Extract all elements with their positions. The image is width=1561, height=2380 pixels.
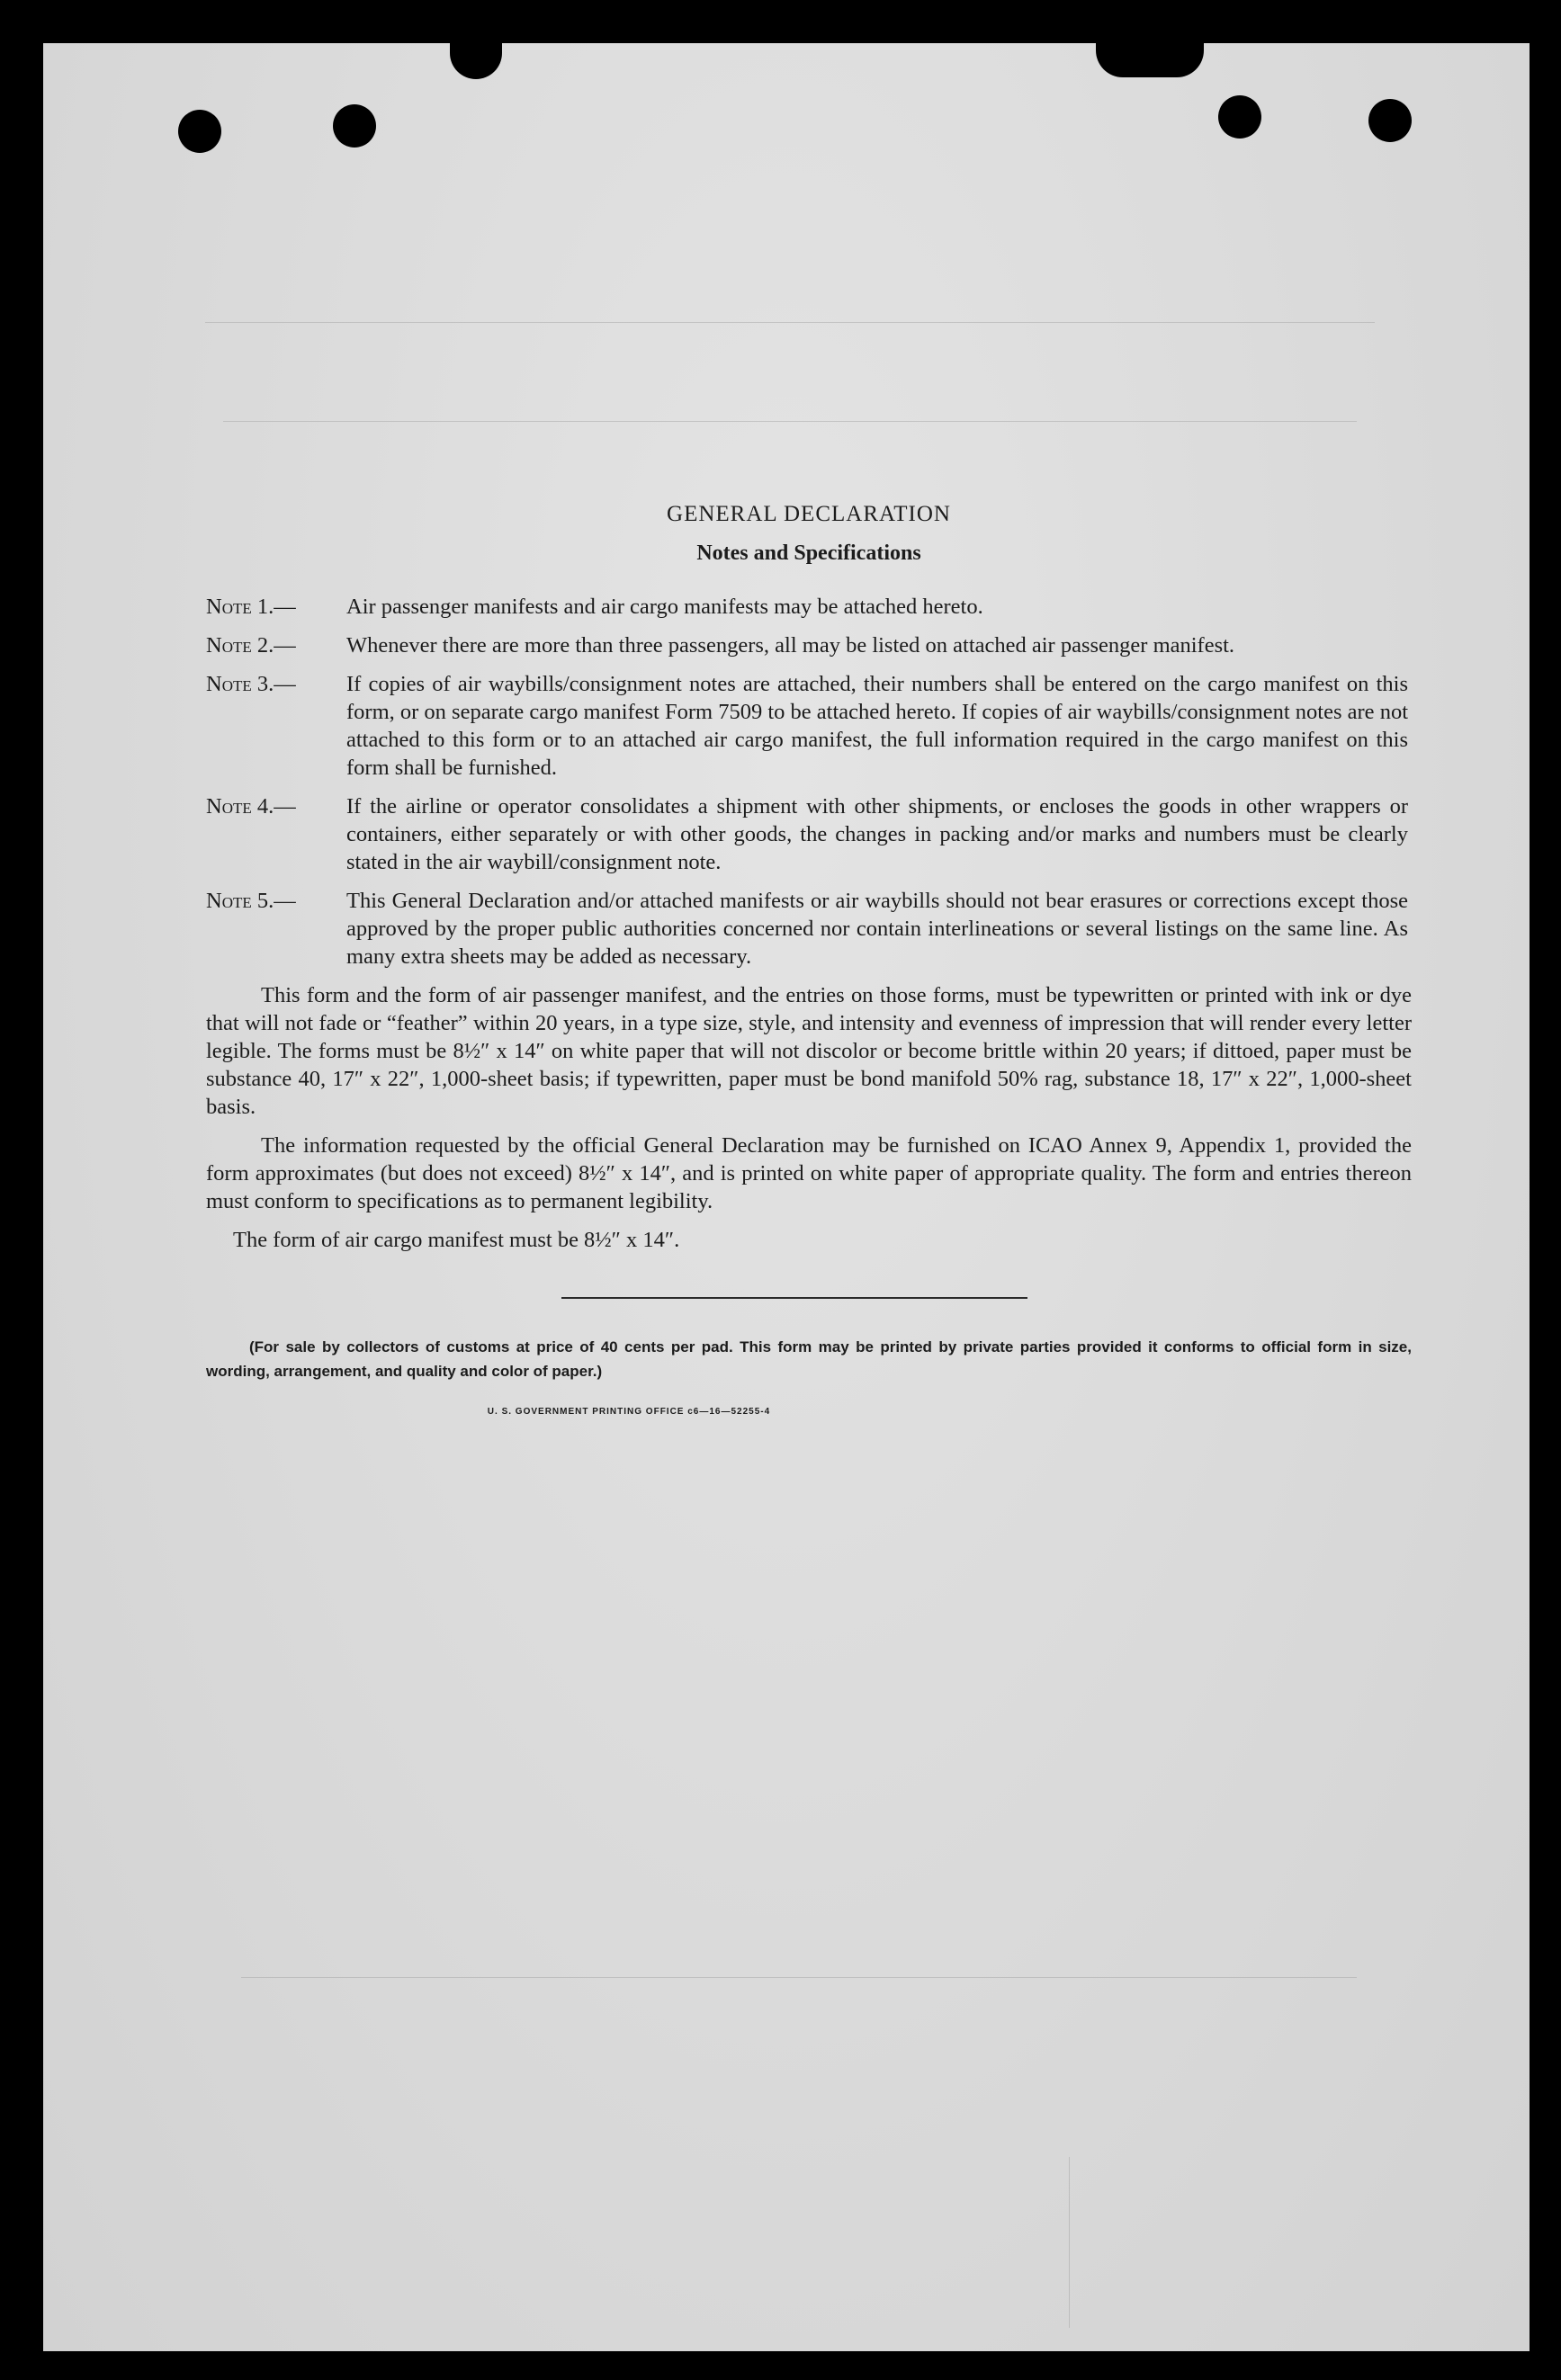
bleed-through-line xyxy=(205,322,1375,323)
bleed-through-line xyxy=(223,421,1357,422)
bleed-through-line xyxy=(1069,2157,1070,2328)
top-notch-left xyxy=(450,43,502,79)
note-text: If the airline or operator consolidates a shipment with other shipments, or encloses the goods in other wrappers or containers, either separately or with other goods, the changes in packing and/or marks and numbers must be clearly stated in the air waybill/consignment note. xyxy=(346,794,1408,874)
top-notch-right xyxy=(1096,43,1204,77)
divider-rule xyxy=(561,1297,1027,1299)
punch-hole xyxy=(178,110,221,153)
note-text: This General Declaration and/or attached manifests or air waybills should not bear erasures or corrections except those approved by the proper public authorities concerned nor contain interlineations or several listings on the same line. As many extra sheets may be added as necessary. xyxy=(346,889,1408,969)
page-subtitle: Notes and Specifications xyxy=(696,541,921,565)
note-4 xyxy=(206,792,1412,876)
note-1 xyxy=(206,593,1412,621)
note-label: Note 4.— xyxy=(206,794,296,819)
note-text: Air passenger manifests and air cargo manifests may be attached hereto. xyxy=(346,595,983,619)
note-label: Note 2.— xyxy=(206,633,296,658)
note-label: Note 3.— xyxy=(206,672,296,696)
note-text: Whenever there are more than three passengers, all may be listed on attached air passenger manifest. xyxy=(346,633,1235,658)
note-label: Note 1.— xyxy=(206,595,296,619)
page-title: GENERAL DECLARATION xyxy=(667,502,951,526)
declaration-notes xyxy=(206,502,1412,1417)
bleed-through-line xyxy=(241,1977,1357,1978)
note-text: If copies of air waybills/consignment notes are attached, their numbers shall be entered on the cargo manifest on this form, or on separate cargo manifest Form 7509 to be attached hereto. If copies of air waybills/consignment notes are not attached to this form or to an attached air cargo manifest, the full information required in the cargo manifest on this form shall be furnished. xyxy=(346,672,1408,780)
note-5 xyxy=(206,887,1412,971)
punch-hole xyxy=(1368,99,1412,142)
note-2 xyxy=(206,631,1412,659)
specification-paragraph: This form and the form of air passenger manifest, and the entries on those forms, must be typewritten or printed with ink or dye that will not fade or “feather” within 20 years, in a type size, style, and intensity and evenness of impression that will render every letter legible. The forms must be 8½″ x 14″ on white paper that will not discolor or become brittle within 20 years; if dittoed, paper must be substance 40, 17″ x 22″, 1,000-sheet basis; if typewritten, paper must be bond manifold 50% rag, substance 18, 17″ x 22″, 1,000-sheet basis. xyxy=(206,983,1412,1119)
note-3 xyxy=(206,670,1412,782)
printer-line: U. S. GOVERNMENT PRINTING OFFICE c6—16—52255-4 xyxy=(487,1407,771,1417)
punch-hole xyxy=(1218,95,1261,139)
specification-paragraph: The form of air cargo manifest must be 8½″ x 14″. xyxy=(233,1228,680,1252)
specification-paragraph: The information requested by the official General Declaration may be furnished on ICAO Annex 9, Appendix 1, provided the form approximates (but does not exceed) 8½″ x 14″, and is printed on white paper of appropriate quality. The form and entries thereon must conform to specifications as to permanent legibility. xyxy=(206,1133,1412,1213)
sale-notice: (For sale by collectors of customs at price of 40 cents per pad. This form may be printed by private parties provided it conforms to official form in size, wording, arrangement, and quality and color of paper.) xyxy=(206,1338,1412,1380)
document-page xyxy=(43,43,1530,2351)
note-label: Note 5.— xyxy=(206,889,296,913)
punch-hole xyxy=(333,104,376,148)
